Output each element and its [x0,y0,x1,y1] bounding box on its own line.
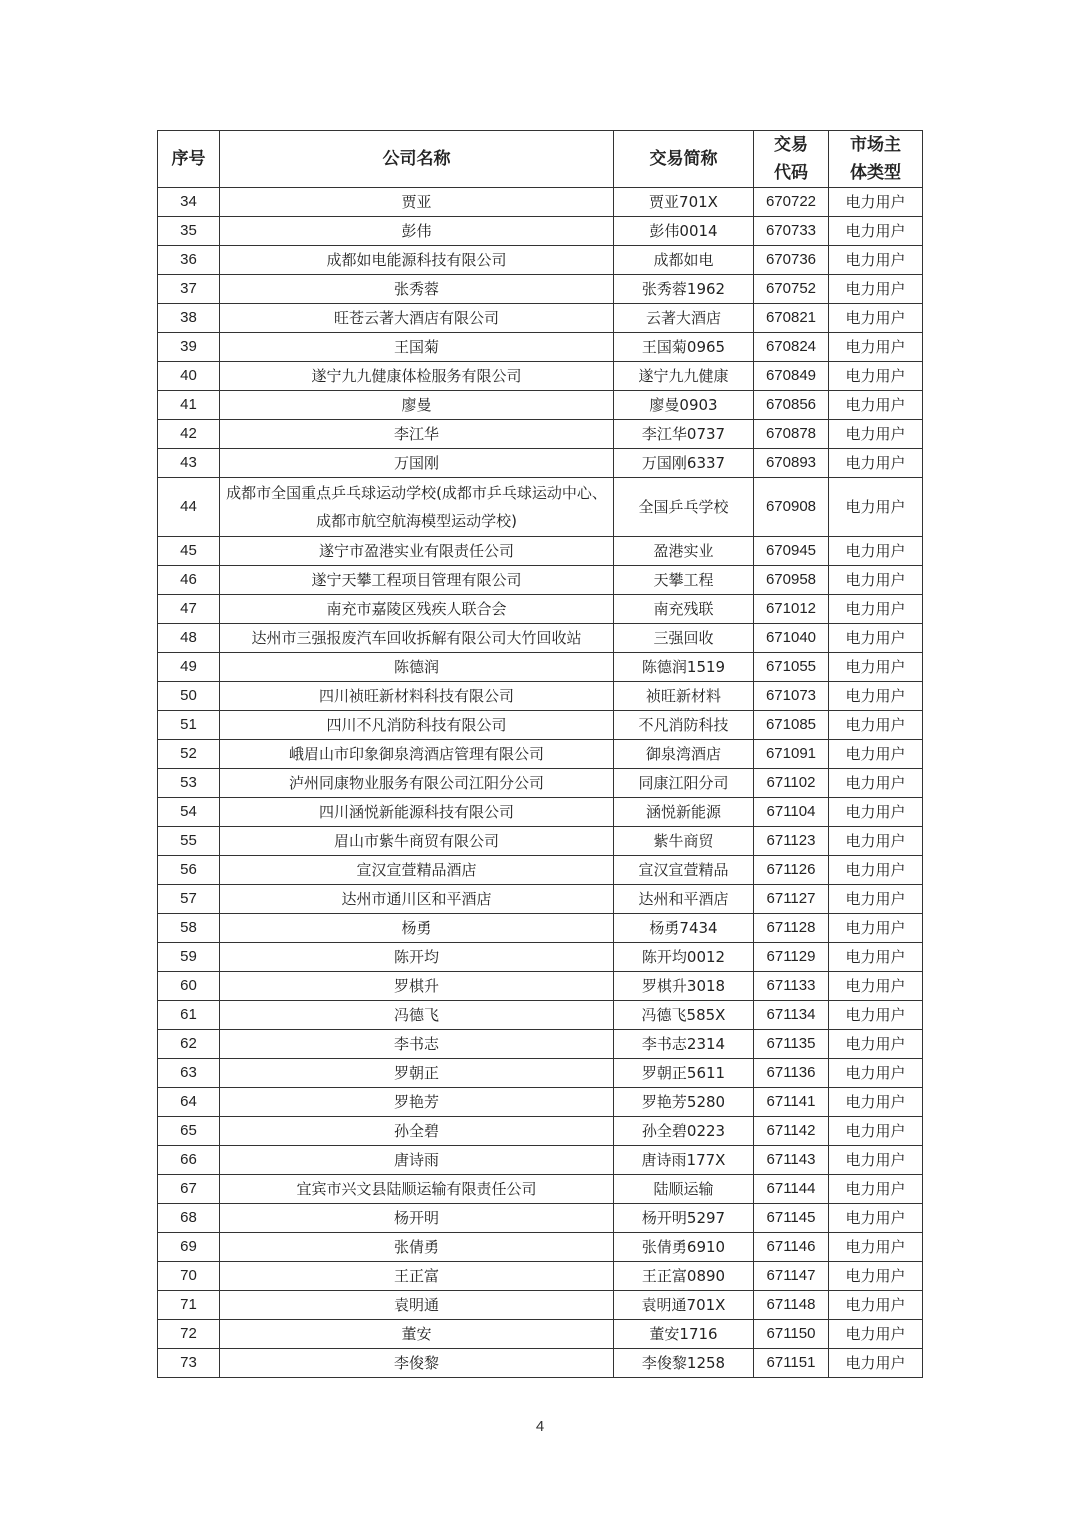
header-market-entity-type-line2: 体类型 [850,163,901,183]
cell-market-entity-type: 电力用户 [829,1349,923,1378]
cell-seq: 60 [158,972,220,1001]
cell-market-entity-type: 电力用户 [829,769,923,798]
cell-company-name: 遂宁九九健康体检服务有限公司 [220,362,614,391]
cell-trade-code: 671143 [754,1146,829,1175]
cell-trade-code: 671148 [754,1291,829,1320]
cell-trade-code: 671136 [754,1059,829,1088]
cell-seq: 53 [158,769,220,798]
cell-company-name: 罗棋升 [220,972,614,1001]
cell-trade-code: 671073 [754,682,829,711]
table-row [158,449,923,478]
cell-market-entity-type: 电力用户 [829,1320,923,1349]
cell-company-name: 遂宁市盈港实业有限责任公司 [220,537,614,566]
cell-seq: 73 [158,1349,220,1378]
cell-company-name: 张秀蓉 [220,275,614,304]
cell-trade-short-name: 张倩勇6910 [614,1233,754,1262]
cell-company-name: 罗朝正 [220,1059,614,1088]
table-row [158,885,923,914]
cell-trade-short-name: 王国菊0965 [614,333,754,362]
cell-trade-short-name: 祯旺新材料 [614,682,754,711]
cell-seq: 61 [158,1001,220,1030]
cell-seq: 41 [158,391,220,420]
cell-market-entity-type: 电力用户 [829,827,923,856]
cell-seq: 64 [158,1088,220,1117]
cell-market-entity-type: 电力用户 [829,1204,923,1233]
cell-trade-code: 670733 [754,217,829,246]
table-row [158,711,923,740]
cell-market-entity-type: 电力用户 [829,1262,923,1291]
cell-company-name: 陈开均 [220,943,614,972]
header-trade-code-line2: 代码 [774,163,808,183]
cell-trade-short-name: 杨勇7434 [614,914,754,943]
cell-trade-code: 670824 [754,333,829,362]
cell-seq: 58 [158,914,220,943]
cell-market-entity-type: 电力用户 [829,362,923,391]
table-row [158,1349,923,1378]
cell-company-name: 四川涵悦新能源科技有限公司 [220,798,614,827]
cell-company-name: 泸州同康物业服务有限公司江阳分公司 [220,769,614,798]
cell-company-name: 冯德飞 [220,1001,614,1030]
cell-market-entity-type: 电力用户 [829,856,923,885]
cell-seq: 51 [158,711,220,740]
cell-trade-code: 671144 [754,1175,829,1204]
table-row [158,798,923,827]
cell-trade-short-name: 陆顺运输 [614,1175,754,1204]
cell-seq: 52 [158,740,220,769]
cell-trade-code: 671146 [754,1233,829,1262]
cell-seq: 50 [158,682,220,711]
cell-trade-short-name: 李俊黎1258 [614,1349,754,1378]
cell-seq: 66 [158,1146,220,1175]
cell-company-name: 李俊黎 [220,1349,614,1378]
cell-trade-short-name: 万国刚6337 [614,449,754,478]
cell-trade-code: 670736 [754,246,829,275]
cell-trade-code: 671142 [754,1117,829,1146]
cell-seq: 43 [158,449,220,478]
cell-trade-code: 670752 [754,275,829,304]
cell-trade-short-name: 陈开均0012 [614,943,754,972]
table-header-row [158,131,923,188]
cell-seq: 71 [158,1291,220,1320]
cell-trade-code: 671126 [754,856,829,885]
table-row [158,246,923,275]
table-row [158,624,923,653]
table-row [158,391,923,420]
cell-seq: 40 [158,362,220,391]
cell-company-name: 廖曼 [220,391,614,420]
header-company-name: 公司名称 [220,131,614,188]
table-row [158,1320,923,1349]
cell-market-entity-type: 电力用户 [829,1117,923,1146]
table-row [158,1233,923,1262]
cell-company-name: 贾亚 [220,188,614,217]
table-row [158,1001,923,1030]
cell-trade-code: 671151 [754,1349,829,1378]
table-row [158,362,923,391]
cell-market-entity-type: 电力用户 [829,391,923,420]
cell-trade-short-name: 涵悦新能源 [614,798,754,827]
cell-market-entity-type: 电力用户 [829,566,923,595]
cell-company-name: 陈德润 [220,653,614,682]
cell-seq: 67 [158,1175,220,1204]
cell-trade-code: 671128 [754,914,829,943]
cell-trade-code: 671055 [754,653,829,682]
cell-seq: 68 [158,1204,220,1233]
cell-trade-code: 671145 [754,1204,829,1233]
cell-seq: 56 [158,856,220,885]
cell-company-name: 旺苍云著大酒店有限公司 [220,304,614,333]
cell-company-name: 王正富 [220,1262,614,1291]
cell-trade-short-name: 御泉湾酒店 [614,740,754,769]
cell-company-name: 董安 [220,1320,614,1349]
cell-market-entity-type: 电力用户 [829,653,923,682]
cell-company-name: 遂宁天攀工程项目管理有限公司 [220,566,614,595]
cell-company-name: 孙全碧 [220,1117,614,1146]
cell-trade-short-name: 成都如电 [614,246,754,275]
cell-trade-short-name: 紫牛商贸 [614,827,754,856]
table-row [158,566,923,595]
cell-market-entity-type: 电力用户 [829,1291,923,1320]
cell-company-name: 四川祯旺新材料科技有限公司 [220,682,614,711]
table-row [158,1204,923,1233]
table-row [158,972,923,1001]
cell-market-entity-type: 电力用户 [829,1001,923,1030]
cell-company-name: 四川不凡消防科技有限公司 [220,711,614,740]
table-row [158,856,923,885]
table-row [158,943,923,972]
cell-trade-short-name: 罗棋升3018 [614,972,754,1001]
cell-company-name: 宣汉宣萱精品酒店 [220,856,614,885]
cell-market-entity-type: 电力用户 [829,595,923,624]
cell-seq: 54 [158,798,220,827]
header-trade-code-line1: 交易 [774,135,808,155]
cell-seq: 69 [158,1233,220,1262]
table-row [158,1088,923,1117]
cell-trade-short-name: 李书志2314 [614,1030,754,1059]
cell-company-name: 南充市嘉陵区残疾人联合会 [220,595,614,624]
cell-trade-code: 671091 [754,740,829,769]
cell-seq: 35 [158,217,220,246]
cell-company-name: 达州市通川区和平酒店 [220,885,614,914]
table-row [158,740,923,769]
cell-trade-code: 671129 [754,943,829,972]
cell-trade-short-name: 袁明通701X [614,1291,754,1320]
table-row [158,827,923,856]
user-list-table [157,130,923,1378]
cell-trade-short-name: 董安1716 [614,1320,754,1349]
cell-market-entity-type: 电力用户 [829,188,923,217]
cell-seq: 36 [158,246,220,275]
cell-trade-code: 671134 [754,1001,829,1030]
table-row [158,1030,923,1059]
cell-trade-short-name: 宣汉宣萱精品 [614,856,754,885]
cell-company-name: 唐诗雨 [220,1146,614,1175]
cell-trade-short-name: 遂宁九九健康 [614,362,754,391]
cell-market-entity-type: 电力用户 [829,740,923,769]
cell-trade-code: 670878 [754,420,829,449]
cell-trade-code: 671133 [754,972,829,1001]
cell-seq: 39 [158,333,220,362]
cell-market-entity-type: 电力用户 [829,682,923,711]
cell-trade-code: 670945 [754,537,829,566]
cell-trade-short-name: 罗朝正5611 [614,1059,754,1088]
cell-company-name: 眉山市紫牛商贸有限公司 [220,827,614,856]
cell-company-name: 杨开明 [220,1204,614,1233]
header-trade-code [754,131,829,188]
cell-company-name: 达州市三强报废汽车回收拆解有限公司大竹回收站 [220,624,614,653]
table-row [158,333,923,362]
cell-company-name: 李江华 [220,420,614,449]
cell-company-name: 张倩勇 [220,1233,614,1262]
cell-trade-code: 670856 [754,391,829,420]
table-row [158,595,923,624]
table-row [158,1146,923,1175]
cell-seq: 38 [158,304,220,333]
cell-trade-short-name: 云著大酒店 [614,304,754,333]
cell-trade-short-name: 同康江阳分司 [614,769,754,798]
table-row [158,682,923,711]
cell-trade-code: 671135 [754,1030,829,1059]
cell-seq: 55 [158,827,220,856]
table-row [158,1059,923,1088]
cell-company-name: 李书志 [220,1030,614,1059]
cell-trade-code: 671141 [754,1088,829,1117]
cell-company-name: 杨勇 [220,914,614,943]
cell-trade-code: 671040 [754,624,829,653]
cell-company-name: 彭伟 [220,217,614,246]
header-trade-short-name: 交易简称 [614,131,754,188]
table-row [158,1262,923,1291]
cell-market-entity-type: 电力用户 [829,624,923,653]
table-row [158,1117,923,1146]
cell-trade-short-name: 冯德飞585X [614,1001,754,1030]
cell-trade-short-name: 廖曼0903 [614,391,754,420]
cell-market-entity-type: 电力用户 [829,1146,923,1175]
cell-seq: 59 [158,943,220,972]
cell-trade-code: 671102 [754,769,829,798]
cell-seq: 49 [158,653,220,682]
cell-market-entity-type: 电力用户 [829,1088,923,1117]
cell-trade-short-name: 唐诗雨177X [614,1146,754,1175]
cell-trade-code: 670958 [754,566,829,595]
cell-trade-code: 671123 [754,827,829,856]
cell-market-entity-type: 电力用户 [829,537,923,566]
cell-market-entity-type: 电力用户 [829,711,923,740]
cell-seq: 48 [158,624,220,653]
page-number: 4 [535,1418,545,1435]
cell-trade-code: 670893 [754,449,829,478]
cell-seq: 45 [158,537,220,566]
cell-market-entity-type: 电力用户 [829,217,923,246]
cell-company-name: 罗艳芳 [220,1088,614,1117]
header-seq: 序号 [158,131,220,188]
cell-trade-code: 670849 [754,362,829,391]
cell-seq: 37 [158,275,220,304]
cell-market-entity-type: 电力用户 [829,304,923,333]
cell-trade-short-name: 张秀蓉1962 [614,275,754,304]
cell-market-entity-type: 电力用户 [829,1233,923,1262]
table-row [158,537,923,566]
cell-company-name: 宜宾市兴文县陆顺运输有限责任公司 [220,1175,614,1204]
table-row [158,478,923,537]
cell-market-entity-type: 电力用户 [829,478,923,537]
cell-seq: 46 [158,566,220,595]
cell-market-entity-type: 电力用户 [829,1175,923,1204]
cell-company-name: 王国菊 [220,333,614,362]
cell-trade-short-name: 全国乒乓学校 [614,478,754,537]
table-row [158,769,923,798]
cell-trade-code: 670908 [754,478,829,537]
table-row [158,420,923,449]
cell-trade-code: 671085 [754,711,829,740]
cell-company-name: 万国刚 [220,449,614,478]
cell-trade-short-name: 彭伟0014 [614,217,754,246]
cell-market-entity-type: 电力用户 [829,914,923,943]
cell-trade-short-name: 三强回收 [614,624,754,653]
cell-market-entity-type: 电力用户 [829,275,923,304]
cell-seq: 57 [158,885,220,914]
cell-trade-short-name: 李江华0737 [614,420,754,449]
cell-market-entity-type: 电力用户 [829,885,923,914]
cell-trade-short-name: 天攀工程 [614,566,754,595]
table-row [158,914,923,943]
cell-seq: 70 [158,1262,220,1291]
cell-trade-short-name: 杨开明5297 [614,1204,754,1233]
cell-trade-code: 671012 [754,595,829,624]
cell-market-entity-type: 电力用户 [829,798,923,827]
cell-seq: 65 [158,1117,220,1146]
table-row [158,653,923,682]
table-row [158,217,923,246]
cell-market-entity-type: 电力用户 [829,1030,923,1059]
table-body [158,188,923,1378]
cell-trade-short-name: 贾亚701X [614,188,754,217]
cell-trade-short-name: 南充残联 [614,595,754,624]
cell-market-entity-type: 电力用户 [829,449,923,478]
cell-trade-short-name: 王正富0890 [614,1262,754,1291]
cell-market-entity-type: 电力用户 [829,943,923,972]
cell-seq: 62 [158,1030,220,1059]
cell-company-name: 袁明通 [220,1291,614,1320]
cell-trade-short-name: 孙全碧0223 [614,1117,754,1146]
cell-trade-code: 671147 [754,1262,829,1291]
cell-market-entity-type: 电力用户 [829,972,923,1001]
cell-company-name: 成都如电能源科技有限公司 [220,246,614,275]
table-row [158,188,923,217]
cell-trade-code: 671127 [754,885,829,914]
header-market-entity-type-line1: 市场主 [850,135,901,155]
table-row [158,304,923,333]
cell-trade-short-name: 盈港实业 [614,537,754,566]
cell-trade-short-name: 罗艳芳5280 [614,1088,754,1117]
cell-trade-code: 671104 [754,798,829,827]
cell-company-name: 峨眉山市印象御泉湾酒店管理有限公司 [220,740,614,769]
table-row [158,1175,923,1204]
cell-trade-short-name: 不凡消防科技 [614,711,754,740]
cell-trade-code: 670722 [754,188,829,217]
cell-seq: 44 [158,478,220,537]
cell-seq: 34 [158,188,220,217]
table-row [158,1291,923,1320]
cell-seq: 47 [158,595,220,624]
cell-market-entity-type: 电力用户 [829,333,923,362]
cell-market-entity-type: 电力用户 [829,1059,923,1088]
header-market-entity-type [829,131,923,188]
cell-trade-short-name: 达州和平酒店 [614,885,754,914]
cell-market-entity-type: 电力用户 [829,246,923,275]
cell-seq: 63 [158,1059,220,1088]
cell-trade-short-name: 陈德润1519 [614,653,754,682]
table-row [158,275,923,304]
cell-company-name: 成都市全国重点乒乓球运动学校(成都市乒乓球运动中心、成都市航空航海模型运动学校) [220,478,614,537]
cell-trade-code: 671150 [754,1320,829,1349]
cell-seq: 42 [158,420,220,449]
cell-market-entity-type: 电力用户 [829,420,923,449]
cell-seq: 72 [158,1320,220,1349]
cell-trade-code: 670821 [754,304,829,333]
